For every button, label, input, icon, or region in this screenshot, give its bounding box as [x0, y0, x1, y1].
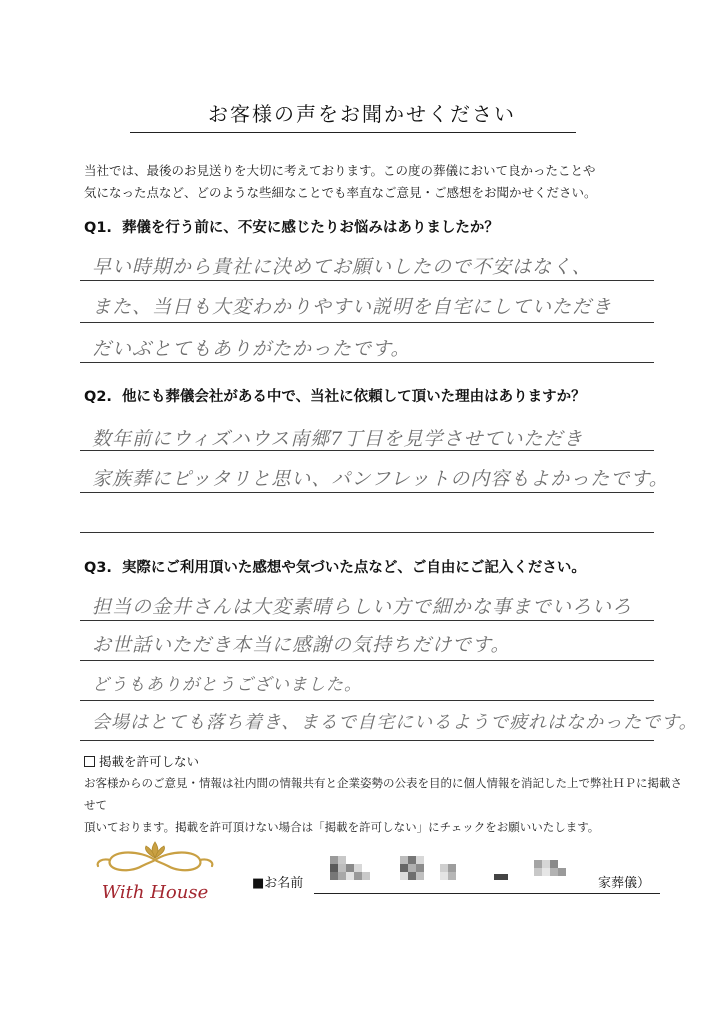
notice-line-2: 頂いております。掲載を許可頂けない場合は「掲載を許可しない」にチェックをお願いいたします。 [84, 820, 600, 834]
question-2 [84, 385, 586, 406]
answer-3-rule-2 [80, 660, 654, 661]
answer-3-rule-1 [80, 620, 654, 621]
no-publish-label: 掲載を許可しない [99, 754, 200, 769]
answer-3-line-2: お世話いただき本当に感謝の気持ちだけです。 [92, 634, 511, 656]
redacted-name-mosaic [326, 852, 596, 894]
publish-permission-row [84, 752, 199, 770]
answer-1-rule-2 [80, 322, 654, 323]
name-suffix: 家葬儀） [598, 876, 651, 891]
answer-3-rule-4 [80, 740, 654, 741]
logo-ornament-icon [80, 838, 230, 908]
logo-wordmark: With House [101, 882, 209, 903]
answer-2-rule-2 [80, 492, 654, 493]
name-underline [314, 893, 660, 894]
question-2-number: Q2. [84, 389, 112, 405]
name-field-label: ■お名前 [252, 876, 304, 891]
question-3-number: Q3. [84, 560, 112, 576]
answer-2-line-2: 家族葬にピッタリと思い、パンフレットの内容もよかったです。 [92, 468, 669, 490]
answer-2-rule-1 [80, 450, 654, 451]
intro-line-1: 当社では、最後のお見送りを大切に考えております。この度の葬儀において良かったことや [84, 163, 596, 178]
answer-1-line-1: 早い時期から貴社に決めてお願いしたので不安はなく、 [92, 256, 592, 278]
answer-1-rule-1 [80, 280, 654, 281]
answer-3-rule-3 [80, 700, 654, 701]
with-house-logo [80, 838, 230, 908]
question-1-number: Q1. [84, 220, 112, 236]
question-1-text: 葬儀を行う前に、不安に感じたりお悩みはありましたか？ [121, 220, 499, 236]
intro-text [84, 160, 684, 204]
question-3 [84, 556, 586, 577]
answer-2-line-1: 数年前にウィズハウス南郷7丁目を見学させていただき [92, 428, 584, 450]
no-publish-checkbox[interactable] [84, 756, 95, 767]
answer-1-line-2: また、当日も大変わかりやすい説明を自宅にしていただき [92, 296, 613, 318]
answer-3-line-3: どうもありがとうございました。 [92, 675, 362, 695]
answer-3-line-1: 担当の金井さんは大変素晴らしい方で細かな事までいろいろ [92, 596, 633, 618]
question-1 [84, 216, 499, 237]
answer-1-line-3: だいぶとてもありがたかったです。 [92, 338, 411, 360]
title-underline [130, 132, 576, 133]
answer-3-line-4: 会場はとても落ち着き、まるで自宅にいるようで疲れはなかったです。 [92, 712, 698, 733]
answer-2-rule-3 [80, 532, 654, 533]
answer-1-rule-3 [80, 362, 654, 363]
privacy-notice [84, 772, 684, 838]
intro-line-2: 気になった点など、どのような些細なことでも率直なご意見・ご感想をお聞かせください。 [84, 185, 597, 200]
question-2-text: 他にも葬儀会社がある中で、当社に依頼して頂いた理由はありますか？ [121, 389, 586, 405]
notice-line-1: お客様からのご意見・情報は社内間の情報共有と企業姿勢の公表を目的に個人情報を消記した上で弊社ＨＰに掲載させて [84, 776, 682, 812]
page-title: お客様の声をお聞かせください [208, 102, 516, 126]
question-3-text: 実際にご利用頂いた感想や気づいた点など、ご自由にご記入ください。 [121, 560, 586, 576]
